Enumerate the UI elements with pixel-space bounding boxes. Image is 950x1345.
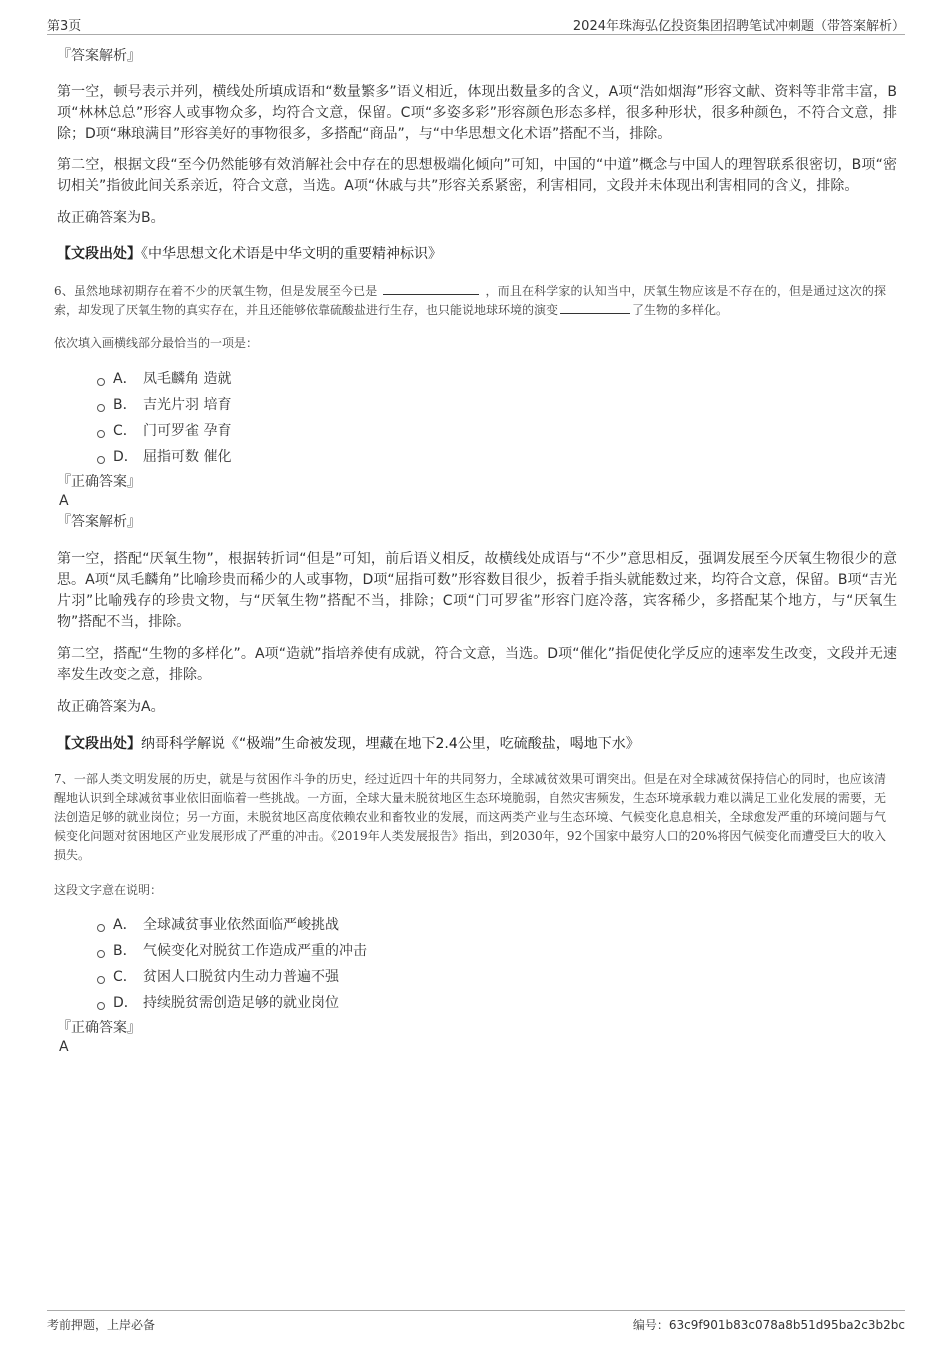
question-text-part: 6、虽然地球初期存在着不少的厌氧生物，但是发展至今已是 [54, 284, 378, 298]
page-footer [47, 1310, 905, 1335]
option-text: 气候变化对脱贫工作造成严重的冲击 [143, 943, 367, 959]
answer-conclusion: 故正确答案为A。 [57, 699, 165, 715]
correct-answer-label: 『正确答案』 [57, 474, 141, 490]
option-list [97, 912, 897, 1016]
document-title: 2024年珠海弘亿投资集团招聘笔试冲刺题（带答案解析） [572, 19, 905, 34]
radio-icon[interactable] [97, 456, 105, 464]
question-text: 7、一部人类文明发展的历史，就是与贫困作斗争的历史，经过近四十年的共同努力，全球减贫效果可谓突出。但是在对全球减贫保持信心的同时，也应该清醒地认识到全球减贫事业依旧面临着一些挑战。一方面，全球大量未脱贫地区生态环境脆弱，自然灾害频发，生态环境承载力难以满足工业化发展的需要，无法创造足够的就业岗位；另一方面，未脱贫地区高度依赖农业和畜牧业的发展，而这两类产业与生态环境、气候变化息息相关，全球愈发严重的环境问题与气候变化问题对贫困地区产业发展形成了严重的冲击。《2019年人类发展报告》指出，到2030年，92个国家中最穷人口的20%将因气候变化而遭受巨大的收入损失。 [54, 772, 886, 862]
page-content [54, 44, 897, 1056]
option-text: 屈指可数 催化 [143, 449, 232, 465]
option-b[interactable] [97, 938, 897, 964]
option-text: 吉光片羽 培育 [143, 397, 232, 413]
source-citation [57, 244, 897, 265]
fill-blank [383, 282, 479, 295]
analysis-paragraph: 第二空，搭配“生物的多样化”。A项“造就”指培养使有成就，符合文意，当选。D项“催化”指促使化学反应的速率发生改变，文段并无速率发生改变之意，排除。 [57, 646, 897, 683]
analysis-label: 『答案解析』 [57, 514, 141, 530]
source-label: 【文段出处】 [57, 736, 141, 752]
option-text: 持续脱贫需创造足够的就业岗位 [143, 995, 339, 1011]
radio-icon[interactable] [97, 430, 105, 438]
question-text-part: ，而且在科学家的认知当中，厌氧生物应该是不存在的，但是通过这次的探索，却发现了厌氧生物的真实存在，并且还能够依靠硫酸盐进行生存，也只能说地球环境的演变 [54, 284, 886, 317]
question-prompt: 依次填入画横线部分最恰当的一项是： [54, 336, 259, 350]
radio-icon[interactable] [97, 378, 105, 386]
option-c[interactable] [97, 418, 897, 444]
document-id: 编号：63c9f901b83c078a8b51d95ba2c3b2bc [632, 1318, 905, 1332]
option-b[interactable] [97, 392, 897, 418]
analysis-paragraph: 第一空，搭配“厌氧生物”，根据转折词“但是”可知，前后语义相反，故横线处成语与“不少”意思相反，强调发展至今厌氧生物很少的意思。A项“凤毛麟角”比喻珍贵而稀少的人或事物，D项“屈指可数”形容数目很少，扳着手指头就能数过来，均符合文意，保留。B项“吉光片羽”比喻残存的珍贵文物，与“厌氧生物”搭配不当，排除；C项“门可罗雀”形容门庭冷落，宾客稀少，多搭配某个地方，与“厌氧生物”搭配不当，排除。 [57, 551, 897, 630]
option-text: 门可罗雀 孕育 [143, 423, 232, 439]
correct-answer-value: A [59, 493, 69, 509]
fill-blank [560, 301, 630, 314]
question-text [54, 282, 886, 320]
option-list [97, 366, 897, 470]
radio-icon[interactable] [97, 924, 105, 932]
analysis-paragraph: 第二空，根据文段“至今仍然能够有效消解社会中存在的思想极端化倾向”可知，中国的“中道”概念与中国人的理智联系很密切，B项“密切相关”指彼此间关系亲近，符合文意，当选。A项“休戚与共”形容关系紧密，利害相同，文段并未体现出利害相同的含义，排除。 [57, 157, 897, 194]
radio-icon[interactable] [97, 404, 105, 412]
option-letter: B． [113, 943, 137, 959]
radio-icon[interactable] [97, 976, 105, 984]
footer-slogan: 考前押题，上岸必备 [47, 1318, 156, 1332]
page-header [47, 12, 905, 35]
source-text: 纳哥科学解说《“极端”生命被发现，埋藏在地下2.4公里，吃硫酸盐，喝地下水》 [141, 736, 640, 752]
option-letter: C． [113, 423, 137, 439]
option-text: 贫困人口脱贫内生动力普遍不强 [143, 969, 339, 985]
option-letter: A． [113, 371, 137, 387]
analysis-paragraph: 第一空，顿号表示并列，横线处所填成语和“数量繁多”语义相近，体现出数量多的含义，A项“浩如烟海”形容文献、资料等非常丰富，B项“林林总总”形容人或事物众多，均符合文意，保留。C项“多姿多彩”形容颜色形态多样，很多种形状，很多种颜色，不符合文意，排除；D项“琳琅满目”形容美好的事物很多，多搭配“商品”，与“中华思想文化术语”搭配不当，排除。 [57, 84, 897, 142]
radio-icon[interactable] [97, 1002, 105, 1010]
option-letter: B． [113, 397, 137, 413]
radio-icon[interactable] [97, 950, 105, 958]
option-d[interactable] [97, 444, 897, 470]
correct-answer-value: A [59, 1039, 69, 1055]
question-text-part: 了生物的多样化。 [632, 303, 729, 317]
option-d[interactable] [97, 990, 897, 1016]
option-letter: D． [113, 449, 138, 465]
option-a[interactable] [97, 912, 897, 938]
analysis-label: 『答案解析』 [57, 48, 141, 64]
option-text: 全球减贫事业依然面临严峻挑战 [143, 917, 339, 933]
source-label: 【文段出处】 [57, 246, 141, 262]
option-a[interactable] [97, 366, 897, 392]
answer-conclusion: 故正确答案为B。 [57, 210, 165, 226]
question-prompt: 这段文字意在说明： [54, 883, 163, 897]
option-letter: C． [113, 969, 137, 985]
source-text: 《中华思想文化术语是中华文明的重要精神标识》 [141, 246, 442, 262]
correct-answer-label: 『正确答案』 [57, 1020, 141, 1036]
option-letter: A． [113, 917, 137, 933]
option-text: 凤毛麟角 造就 [143, 371, 232, 387]
option-letter: D． [113, 995, 138, 1011]
option-c[interactable] [97, 964, 897, 990]
page-number: 第3页 [47, 19, 82, 34]
source-citation [57, 734, 897, 755]
